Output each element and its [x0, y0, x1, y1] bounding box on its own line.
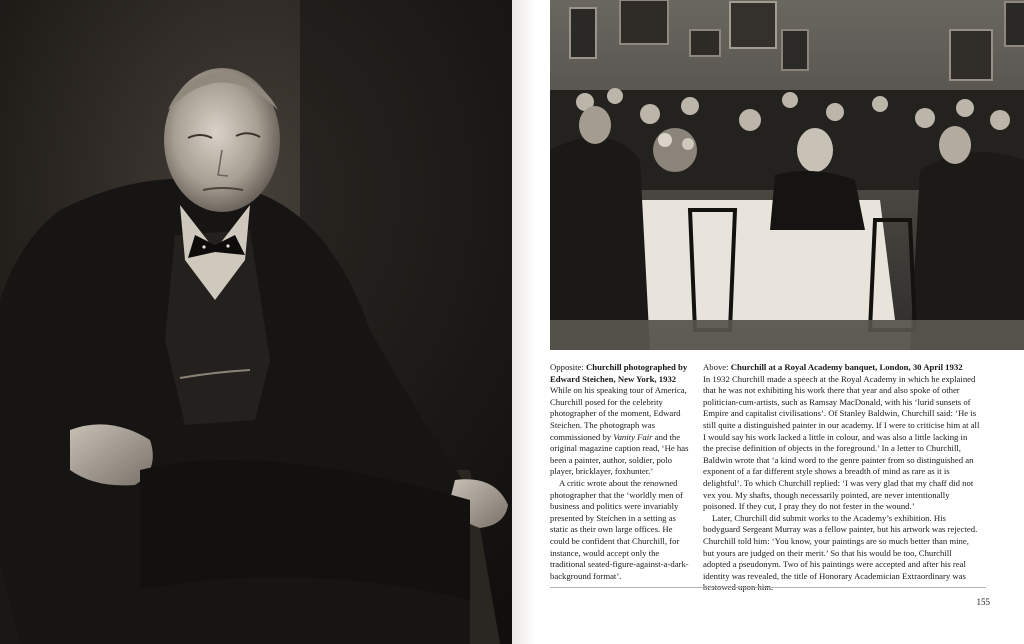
caption-text: and the original magazine caption read, ‘He has been a painter, author, soldier, polo player, bricklayer, foxhunter.’ — [550, 431, 689, 477]
caption-paragraph — [550, 385, 692, 478]
caption-title: Churchill photographed by Edward Steichen, New York, 1932 — [550, 362, 688, 384]
caption-paragraph: Later, Churchill did submit works to the Academy’s exhibition. His bodyguard Sergeant Murray was a fellow painter, but his artwork was rejected. Churchill told him: ‘You know, your paintings are so much better than mine, but yours are judged on their merit.’ So that his would be too, Churchill adopted a pseudonym. Two of his paintings were accepted and after his real identity was revealed, the title of Honorary Academician Extraordinary was bestowed upon him. — [703, 512, 978, 593]
caption-paragraph: A critic wrote about the renowned photographer that the ‘worldly men of business and politics were invariably presented by Steichen in a setting as static as their own large offices. He could be confident that Churchill, for instance, would accept only the traditional seated-figure-against-a-dark-background format’. — [550, 477, 689, 581]
caption-heading — [703, 362, 980, 374]
magazine-title: Vanity Fair — [613, 431, 653, 442]
caption-paragraph: In 1932 Churchill made a speech at the Royal Academy in which he explained that he was not exhibiting his work there that year and also spoke of other politician-cum-artists, such as Ramsay MacDonald, with his ‘lurid sunsets of Empire and capitalist civilisations’. Of Stanley Baldwin, Churchill said: ‘He is still quite a distinguished painter in our academy. If I were to criticise him at all I would say his work lacked a little in colour, and was also a little lacking in the precise definition of objects in the foreground.’ In a letter to Churchill, Baldwin wrote that ‘a kind word to the genre painter from so distinguished an exponent of a far different style shows a breadth of mind as rare as it is delightful’. To which Churchill replied: ‘I was very glad that my chaff did not vex you. My shafts, though necessarily pointed, are never intentionally poisoned. If they cut, I pray they do not fester in the wound.’ — [703, 373, 980, 512]
caption-label: Above: — [703, 362, 729, 372]
caption-above — [703, 362, 980, 594]
page-gutter — [512, 0, 550, 644]
caption-heading — [550, 362, 692, 385]
caption-title: Churchill at a Royal Academy banquet, London, 30 April 1932 — [730, 362, 963, 372]
caption-text: While on his speaking tour of America, Churchill posed for the celebrity photographer of the moment, Edward Steichen. The photograph was commissioned by — [550, 385, 687, 442]
caption-label: Opposite: — [550, 362, 584, 372]
caption-opposite — [550, 362, 692, 582]
banquet-illustration — [550, 0, 1024, 350]
footer-rule — [550, 587, 986, 588]
banquet-photo — [550, 0, 1024, 350]
page-number: 155 — [976, 597, 990, 607]
